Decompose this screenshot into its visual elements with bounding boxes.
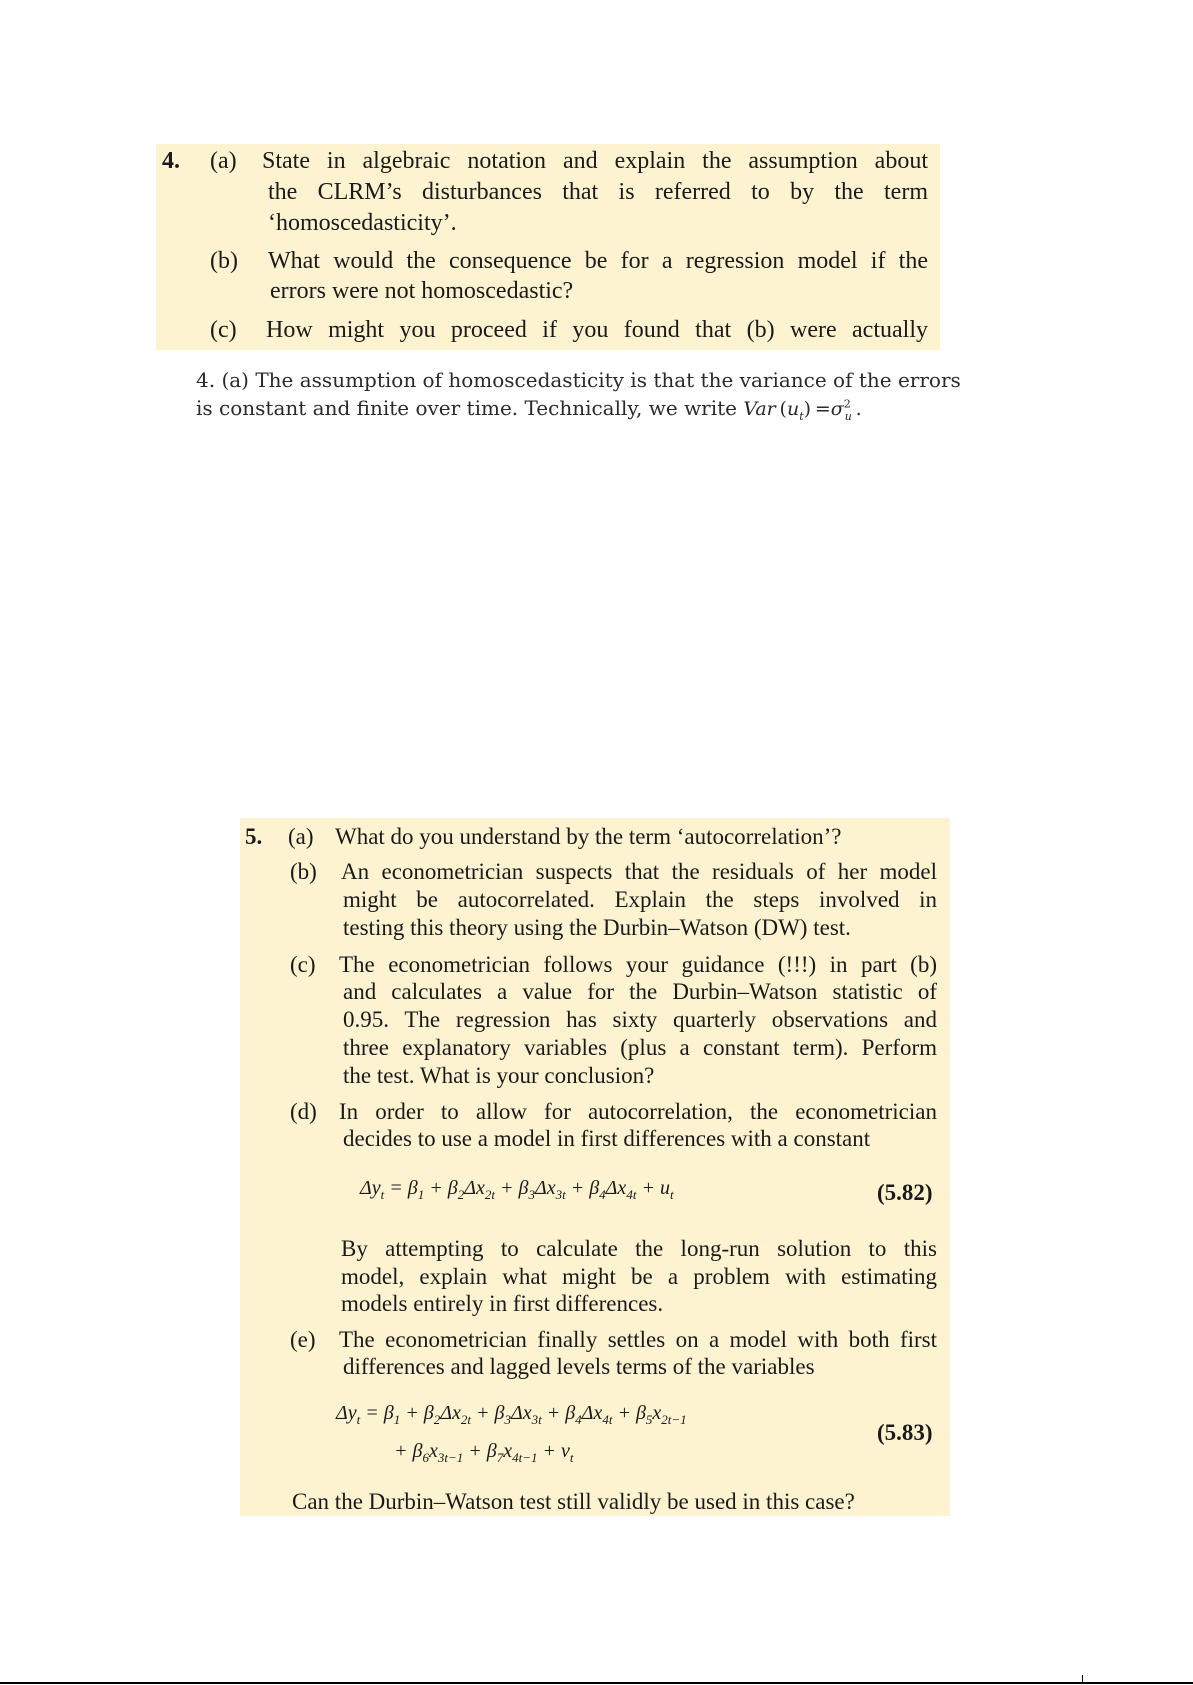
q5-c-line1: The econometrician follows your guidance (!!!) in part (b) <box>339 952 937 977</box>
q4-b-label: (b) <box>210 248 238 274</box>
q5-a-line1: What do you understand by the term ‘autocorrelation’? <box>335 824 842 849</box>
equation-5-83-line1: $\Delta y_t = \beta_1 + \beta_2\Delta x_{2t} + \beta_3\Delta x_{3t} + \beta_4\Delta x_{4t} + \beta_5x_{2t-1}$ <box>336 1402 687 1427</box>
q4-c-label: (c) <box>210 317 237 343</box>
q5-b-line1: An econometrician suspects that the residuals of her model <box>341 859 937 884</box>
bottom-rule <box>0 1682 1193 1684</box>
q5-c-line3: 0.95. The regression has sixty quarterly observations and <box>343 1007 937 1032</box>
equation-5-82-number: (5.82) <box>877 1180 933 1205</box>
q4-b-line1: What would the consequence be for a regression model if the <box>268 248 928 274</box>
equation-5-82: $\Delta y_t = \beta_1 + \beta_2\Delta x_{2t} + \beta_3\Delta x_{3t} + \beta_4\Delta x_{4t} + u_t$ <box>360 1177 674 1202</box>
bottom-tick <box>1082 1675 1083 1683</box>
q5-b-label: (b) <box>290 859 317 884</box>
q4-b-line2: errors were not homoscedastic? <box>270 278 574 304</box>
answer-4-line2 <box>196 396 862 423</box>
q5-d-line5: models entirely in first differences. <box>341 1291 664 1316</box>
q5-a-label: (a) <box>288 824 314 849</box>
answer-4-line2-text: is constant and finite over time. Technically, we write <box>196 396 738 420</box>
q5-final-question: Can the Durbin–Watson test still validly be used in this case? <box>292 1489 855 1514</box>
q5-d-line2: decides to use a model in first differences with a constant <box>343 1126 871 1151</box>
q5-e-line2: differences and lagged levels terms of the variables <box>343 1354 815 1379</box>
q4-c-line1: How might you proceed if you found that (b) were actually <box>266 317 928 343</box>
q5-d-line4: model, explain what might be a problem with estimating <box>341 1264 937 1289</box>
q4-a-line2: the CLRM’s disturbances that is referred to by the term <box>268 179 928 205</box>
question-4-number: 4. <box>162 148 180 174</box>
q4-a-line3: ‘homoscedasticity’. <box>268 210 457 236</box>
answer-4-formula: Var $(u_t) =\sigma^2_u$ . <box>743 397 862 423</box>
q5-c-line4: three explanatory variables (plus a constant term). Perform <box>343 1035 937 1060</box>
q5-b-line2: might be autocorrelated. Explain the steps involved in <box>343 887 937 912</box>
q5-c-label: (c) <box>290 952 316 977</box>
q5-c-line2: and calculates a value for the Durbin–Watson statistic of <box>343 979 937 1004</box>
equation-5-83-number: (5.83) <box>877 1420 933 1445</box>
q5-e-line1: The econometrician finally settles on a model with both first <box>339 1327 937 1352</box>
q4-a-label: (a) <box>210 148 237 174</box>
answer-4-line1: 4. (a) The assumption of homoscedasticity is that the variance of the errors <box>196 368 961 392</box>
question-5-number: 5. <box>245 824 263 849</box>
q5-d-line3: By attempting to calculate the long-run solution to this <box>341 1236 937 1261</box>
q5-d-label: (d) <box>290 1099 317 1124</box>
q5-c-line5: the test. What is your conclusion? <box>343 1063 655 1088</box>
equation-5-83-line2: + $\beta_6x_{3t-1} + \beta_7x_{4t-1} + v_t$ <box>394 1440 574 1465</box>
q4-a-line1: State in algebraic notation and explain the assumption about <box>262 148 928 174</box>
q5-d-line1: In order to allow for autocorrelation, the econometrician <box>339 1099 937 1124</box>
q5-e-label: (e) <box>290 1327 316 1352</box>
q5-b-line3: testing this theory using the Durbin–Watson (DW) test. <box>343 915 851 940</box>
